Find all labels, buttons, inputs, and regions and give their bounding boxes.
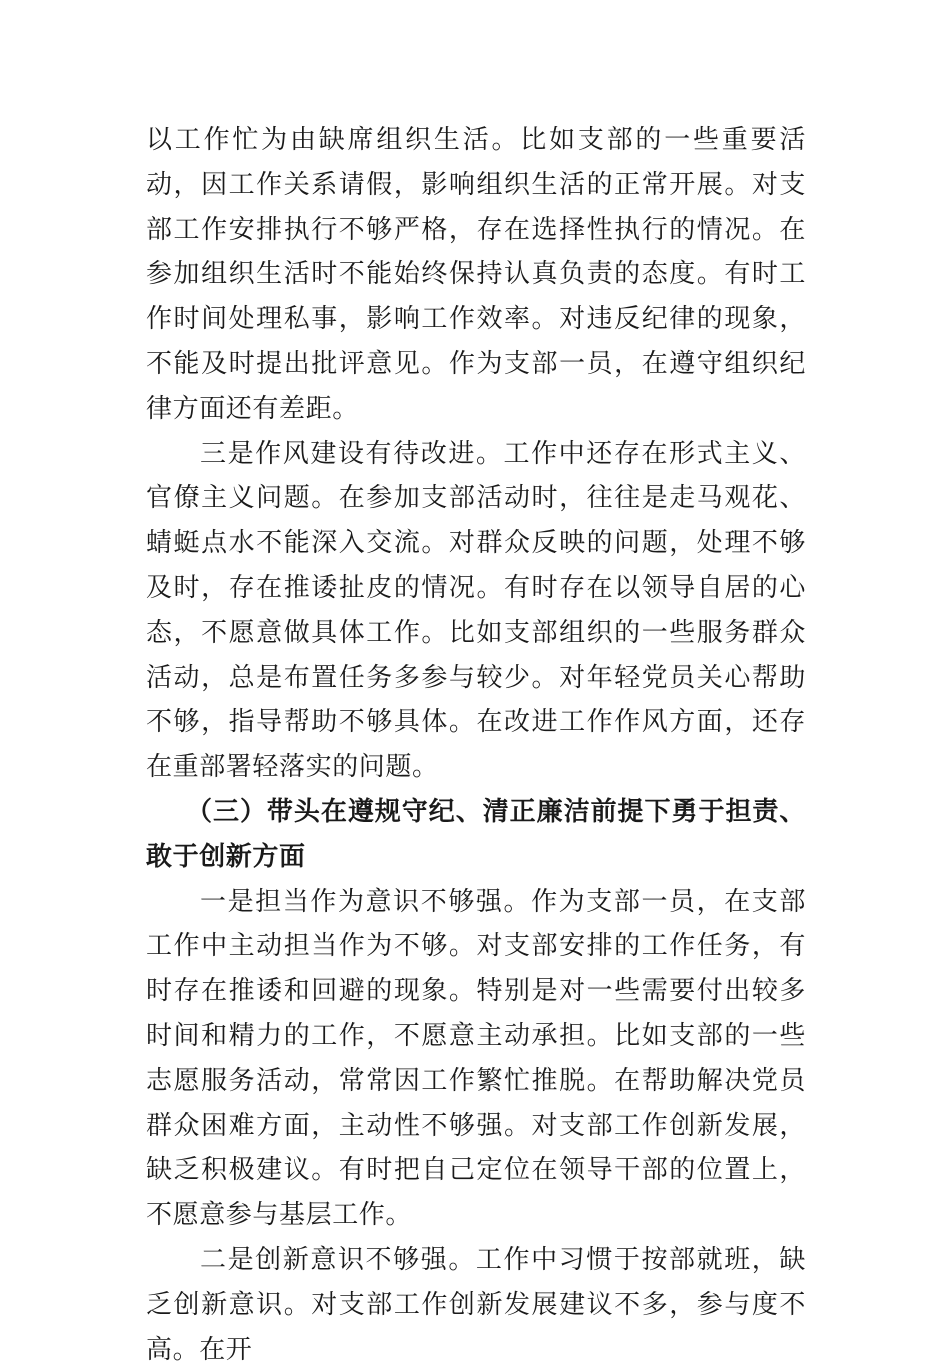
paragraph-discipline-continued: 以工作忙为由缺席组织生活。比如支部的一些重要活动，因工作关系请假，影响组织生活的正常开展。对支部工作安排执行不够严格，存在选择性执行的情况。在参加组织生活时不能始终保持认真负责的态度。有时工作时间处理私事，影响工作效率。对违反纪律的现象，不能及时提出批评意见。作为支部一员，在遵守组织纪律方面还有差距。 xyxy=(146,125,806,424)
paragraph-work-style: 三是作风建设有待改进。工作中还存在形式主义、官僚主义问题。在参加支部活动时，往往是走马观花、蜻蜓点水不能深入交流。对群众反映的问题，处理不够及时，存在推诿扯皮的情况。有时存在以领导自居的心态，不愿意做具体工作。比如支部组织的一些服务群众活动，总是布置任务多参与较少。对年轻党员关心帮助不够，指导帮助不够具体。在改进工作作风方面，还存在重部署轻落实的问题。 xyxy=(146,438,806,783)
paragraph-innovation: 二是创新意识不够强。工作中习惯于按部就班，缺乏创新意识。对支部工作创新发展建议不多，参与度不高。在开 xyxy=(146,1244,806,1365)
document-body xyxy=(146,118,806,1372)
paragraph-responsibility: 一是担当作为意识不够强。作为支部一员，在支部工作中主动担当作为不够。对支部安排的工作任务，有时存在推诿和回避的现象。特别是对一些需要付出较多时间和精力的工作，不愿意主动承担。比如支部的一些志愿服务活动，常常因工作繁忙推脱。在帮助解决党员群众困难方面，主动性不够强。对支部工作创新发展，缺乏积极建议。有时把自己定位在领导干部的位置上，不愿意参与基层工作。 xyxy=(146,886,806,1231)
section-heading-three: （三）带头在遵规守纪、清正廉洁前提下勇于担责、敢于创新方面 xyxy=(146,796,806,872)
